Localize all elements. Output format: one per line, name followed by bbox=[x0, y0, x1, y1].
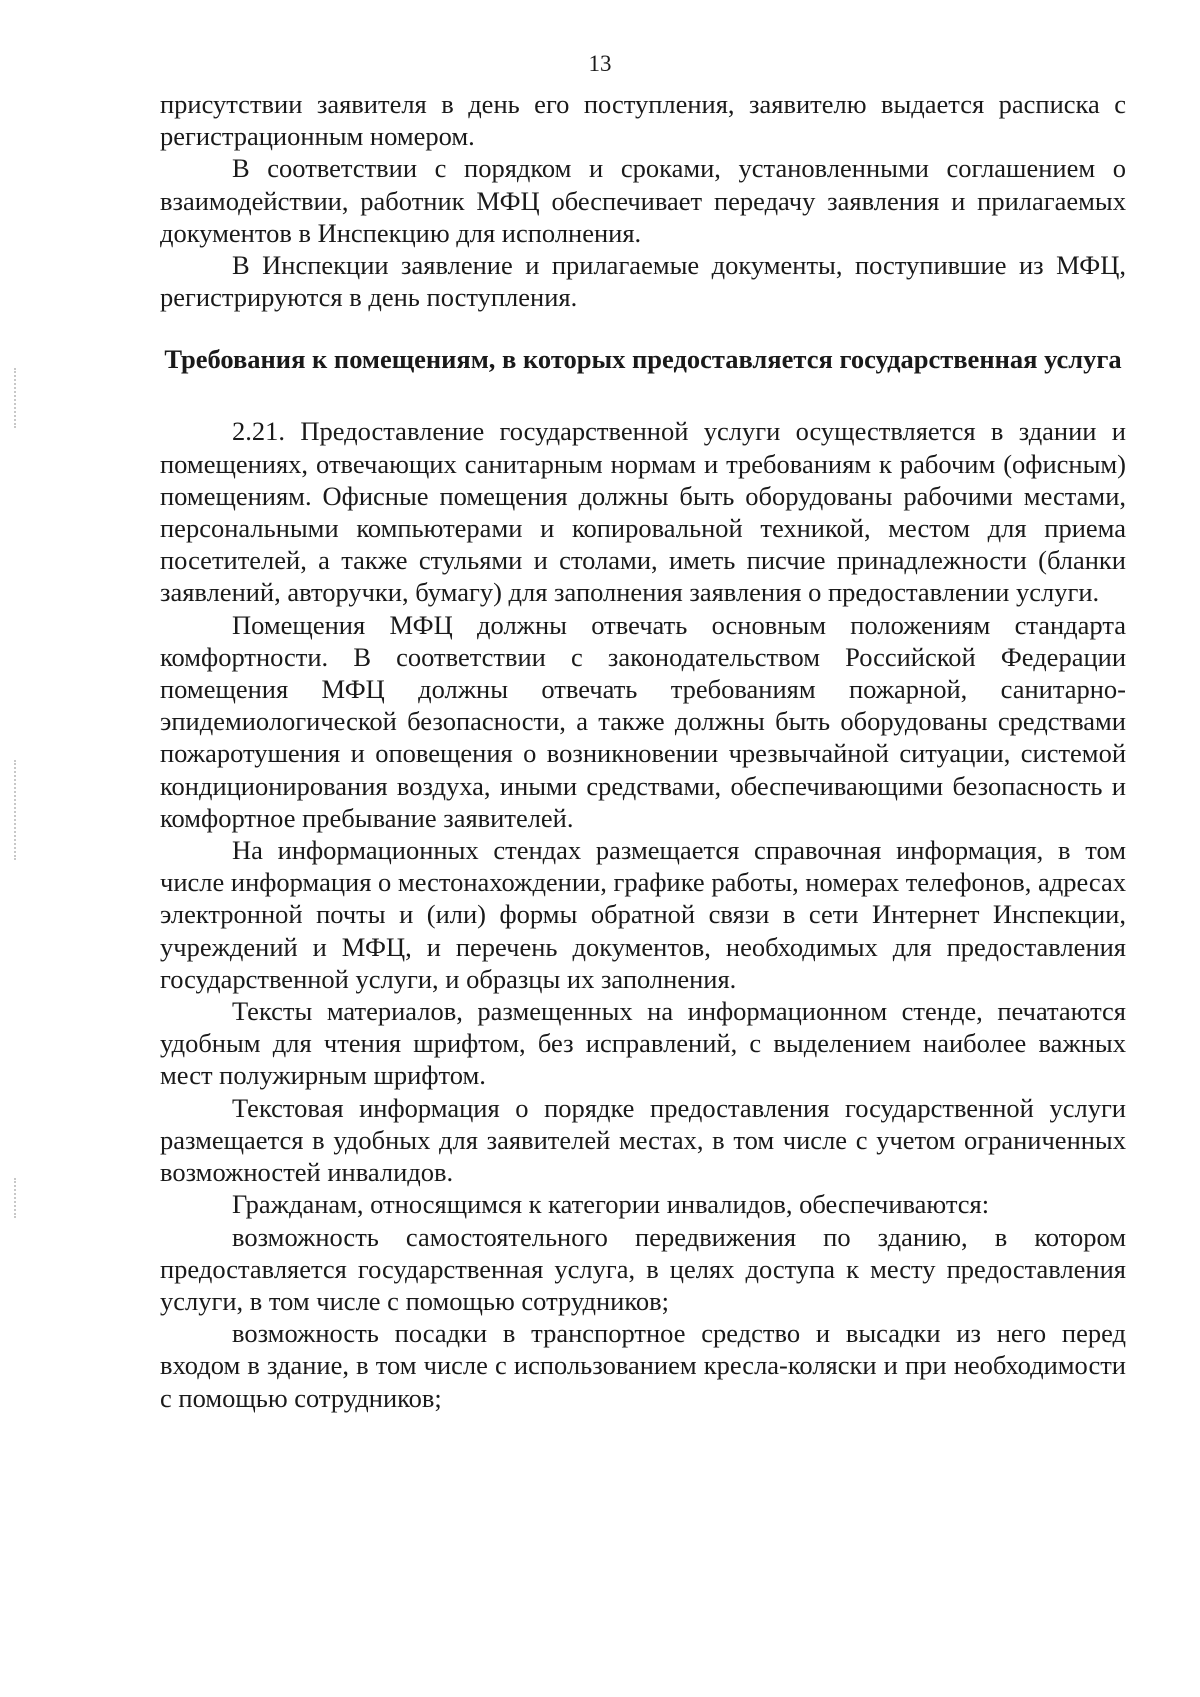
paragraph: Тексты материалов, размещенных на информационном стенде, печатаются удобным для чтения шрифтом, без исправлений, с выделением наиболее важных мест полужирным шрифтом. bbox=[160, 996, 1126, 1091]
paragraph: возможность посадки в транспортное средство и высадки из него перед входом в здание, в том числе с использованием кресла-коляски и при необходимости с помощью сотрудников; bbox=[160, 1318, 1126, 1413]
paragraph: На информационных стендах размещается справочная информация, в том числе информация о местонахождении, графике работы, номерах телефонов, адресах электронной почты и (или) формы обратной связи в сети Интернет Инспекции, учреждений и МФЦ, и перечень документов, необходимых для предоставления государственной услуги, и образцы их заполнения. bbox=[160, 835, 1126, 994]
paragraph: В Инспекции заявление и прилагаемые документы, поступившие из МФЦ, регистрируются в день поступления. bbox=[160, 250, 1126, 313]
scan-margin-mark bbox=[14, 1178, 18, 1218]
paragraph: Текстовая информация о порядке предоставления государственной услуги размещается в удобных для заявителей местах, в том числе с учетом ограниченных возможностей инвалидов. bbox=[160, 1092, 1126, 1188]
spacer bbox=[160, 313, 1126, 343]
section-heading: Требования к помещениям, в которых предоставляется государственная услуга bbox=[164, 344, 1122, 375]
document-body bbox=[160, 88, 1126, 1414]
scan-margin-mark bbox=[14, 760, 18, 860]
paragraph: Помещения МФЦ должны отвечать основным положениям стандарта комфортности. В соответствии с законодательством Российской Федерации помещения МФЦ должны отвечать требованиям пожарной, санитарно-эпидемиологической безопасности, а также должны быть оборудованы средствами пожаротушения и оповещения о возникновении чрезвычайной ситуации, системой кондиционирования воздуха, иными средствами, обеспечивающими безопасность и комфортное пребывание заявителей. bbox=[160, 609, 1126, 833]
page-number: 13 bbox=[588, 51, 612, 76]
paragraph: 2.21. Предоставление государственной услуги осуществляется в здании и помещениях, отвечающих санитарным нормам и требованиям к рабочим (офисным) помещениям. Офисные помещения должны быть оборудованы рабочими местами, персональными компьютерами и копировальной техникой, местом для приема посетителей, а также стульями и столами, иметь писчие принадлежности (бланки заявлений, авторучки, бумагу) для заполнения заявления о предоставлении услуги. bbox=[160, 416, 1126, 608]
paragraph: возможность самостоятельного передвижения по зданию, в котором предоставляется государственная услуга, в целях доступа к месту предоставления услуги, в том числе с помощью сотрудников; bbox=[160, 1221, 1126, 1316]
paragraph: В соответствии с порядком и сроками, установленными соглашением о взаимодействии, работник МФЦ обеспечивает передачу заявления и прилагаемых документов в Инспекцию для исполнения. bbox=[160, 153, 1126, 248]
spacer bbox=[160, 375, 1126, 415]
scan-margin-mark bbox=[14, 368, 18, 428]
paragraph: Гражданам, относящимся к категории инвалидов, обеспечиваются: bbox=[232, 1189, 990, 1220]
paragraph: присутствии заявителя в день его поступления, заявителю выдается расписка с регистрационным номером. bbox=[160, 89, 1126, 152]
